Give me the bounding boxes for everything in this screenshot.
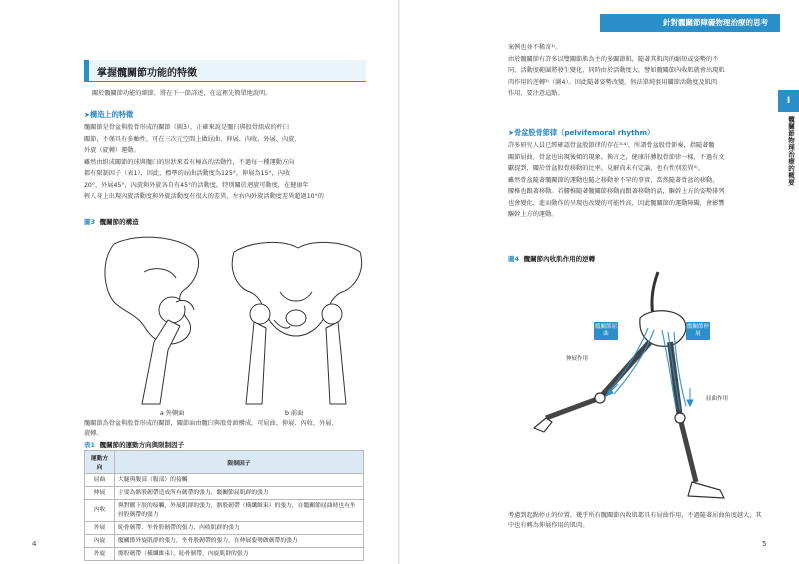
- table1-label: [84, 440, 184, 449]
- section-title: 掌握髖關節功能的特徵: [97, 68, 197, 79]
- table1-number: 表1: [84, 441, 96, 449]
- paragraph-line: 案例也並不稀奇¹⁾。: [508, 44, 562, 51]
- paragraph-line: 關節，不僅具有多軸性，可在三次元空間上做屈曲、伸展、內收、外展、內旋、: [84, 135, 301, 143]
- table-cell-factor: 主要為髂股韌帶造成所有韌帶的張力，髖關節屈肌群的張力: [115, 487, 364, 500]
- fig4-extension-action-label: 伸展作用: [566, 356, 589, 362]
- fig4-extension-box: 髖關節伸展: [686, 322, 710, 340]
- table-row: [85, 474, 364, 487]
- table-header: 運動方向: [85, 451, 115, 474]
- table-cell-direction: 內旋: [85, 535, 115, 548]
- skeleton-walking-illustration: [530, 268, 760, 504]
- table-cell-direction: 外旋: [85, 548, 115, 561]
- paragraph-line: 驅幹上方的運動。: [508, 211, 558, 218]
- table-cell-direction: 內收: [85, 500, 115, 522]
- fig3-number: 圖3: [84, 218, 96, 226]
- paragraph-line: 都有限制因子（表1），因此，標準的屈曲活動度為125°，伸展為15°，內收: [84, 170, 291, 177]
- table-cell-factor: 髖關節外旋肌群的張力，坐骨股韌帶的張力，在伸展姿勢做韌帶的張力: [115, 535, 364, 548]
- table-cell-direction: 屈曲: [85, 474, 115, 487]
- fig4-label: [508, 254, 595, 263]
- paragraph-line: 許多研究人員已經確認骨盆股節律的存在³·⁴⁾，所謂骨盆股骨節奏，指隨著髖: [508, 142, 715, 149]
- fig4-flexion-action-label: 屈曲作用: [706, 396, 729, 402]
- fig3-label: [84, 217, 139, 226]
- table-cell-factor: 髂股韌帶（橫纖維束），恥骨韌帶，內旋肌群的張力: [115, 548, 364, 561]
- paragraph-line: 由於髖關節有許多以雙關節肌為主的多關節肌，隨著其肌肉的縮短或姿勢的不: [508, 55, 719, 63]
- book-spine: [398, 0, 400, 564]
- table-row: [85, 487, 364, 500]
- subheading-structure: ➤構造上的特徵: [84, 110, 134, 119]
- limiting-factors-table: [84, 450, 364, 561]
- fig3-sub-b: b 前面: [285, 410, 304, 417]
- table-cell-factor: 與對側下肢的接觸，外展肌群的張力，髂股韌帶（橫纖維束）的張力，在髖關節屈曲時也有坐骨股韌帶的張力: [115, 500, 364, 522]
- page-number-left: 4: [32, 540, 37, 548]
- table-cell-direction: 外展: [85, 522, 115, 535]
- fig4-flexion-box: 髖關節屈曲: [594, 322, 618, 340]
- table-header: 限制因子: [115, 451, 364, 474]
- table-row: [85, 548, 364, 561]
- table-row: [85, 535, 364, 548]
- paragraph-line: 獻提到，關於骨盆股骨移動的比率，見解尚未有定論，也有性別差異⁵⁾。: [508, 165, 704, 172]
- fig3-title: 髖關節的構造: [99, 218, 139, 226]
- table-cell-factor: 大腿與腹部（腹部）的接觸: [115, 474, 364, 487]
- paragraph-line: 考慮到起點停止的位置，幾乎所有髖關節內收肌都具有屈曲作用，不過隨著屈曲角度越大，其: [508, 512, 762, 519]
- paragraph-line: 腰椎也跟著移動。若腰椎隨著髖關節移動而跟著移動的話，驅幹上方的姿勢排列: [508, 188, 725, 195]
- page-number-right: 5: [762, 540, 767, 548]
- paragraph-line: 雖然骨盆隨著髖關節的運動也隨之移動並不罕的事實，當然隨著骨盆的移動，: [508, 176, 719, 184]
- paragraph-line: 髖關節為骨盆與股骨形成的關節，關節面由髖臼與股骨頭構成，可屈曲、伸展、內收、外展、: [84, 420, 338, 427]
- paragraph-line: 雖然由組成關節的球與髖臼的形狀來看有極高的活動性，不過每一種運動方向: [84, 158, 295, 166]
- paragraph-line: 外旋（旋轉）運動。: [84, 147, 140, 154]
- paragraph-line: 髖關節是骨盆與股骨形成的關節（圖3），正確來說是髖臼與股骨組成的杵臼: [84, 124, 290, 131]
- running-header: 針對髖關節障礙物理治療的思考: [600, 14, 780, 32]
- fig4-number: 圖4: [508, 255, 520, 263]
- subheading-rhythm: ➤骨盆股骨節律（pelvifemoral rhythm）: [508, 128, 655, 137]
- hip-joint-illustration: [84, 232, 366, 408]
- paragraph-line: 肉作用的逆轉²⁾（圖4）。因此隨著姿勢改變，無法單純套用關節活動度及肌肉: [508, 78, 718, 86]
- fig4-title: 髖關節內收肌作用的逆轉: [523, 255, 596, 263]
- table-row: [85, 500, 364, 522]
- paragraph-line: 同，活動度範圍將發生變化，同時由於活動度大，譬如髖關節內收肌就會出現肌: [508, 67, 725, 74]
- table-cell-direction: 伸展: [85, 487, 115, 500]
- chapter-tab-text: 髖關節物理治療的概要: [787, 116, 795, 186]
- table-cell-factor: 恥骨韌帶，坐骨股韌帶的張力，內收肌群的張力: [115, 522, 364, 535]
- chapter-tab: I: [778, 90, 799, 112]
- paragraph-line: 輕人身上出現內旋活動度與外旋活動度有很大的差異，左右內外旋活動度差異超過10°的: [84, 193, 324, 200]
- table1-title: 髖關節的運動方向與限制因子: [99, 441, 185, 449]
- paragraph-line: 關節屈曲，骨盆也出現後傾的現象。換言之，健康肝膊股骨節律一樣，不過有文: [508, 153, 725, 161]
- paragraph-line: 旋轉。: [84, 430, 103, 437]
- paragraph-line: 也會變化，進而動作的呈現也改變的可能性高，因此髖關節的運動障礙，會影響: [508, 199, 725, 207]
- fig3-sub-a: a 外側面: [160, 410, 185, 417]
- paragraph-line: 20°，外展45°，內旋與外旋各自有45°的活動度。特別關於迴旋可動度，在健康年: [84, 181, 309, 189]
- table-header-row: [85, 451, 364, 474]
- intro-text: 關於髖關節功能的細節，將在下一節詳述，在這裡先簡單地說明。: [92, 90, 272, 97]
- paragraph-line: 作用，要注意這點。: [508, 90, 564, 97]
- section-heading: [84, 60, 366, 82]
- table-row: [85, 522, 364, 535]
- paragraph-line: 中也有轉為伸展作用的肌肉。: [508, 522, 589, 529]
